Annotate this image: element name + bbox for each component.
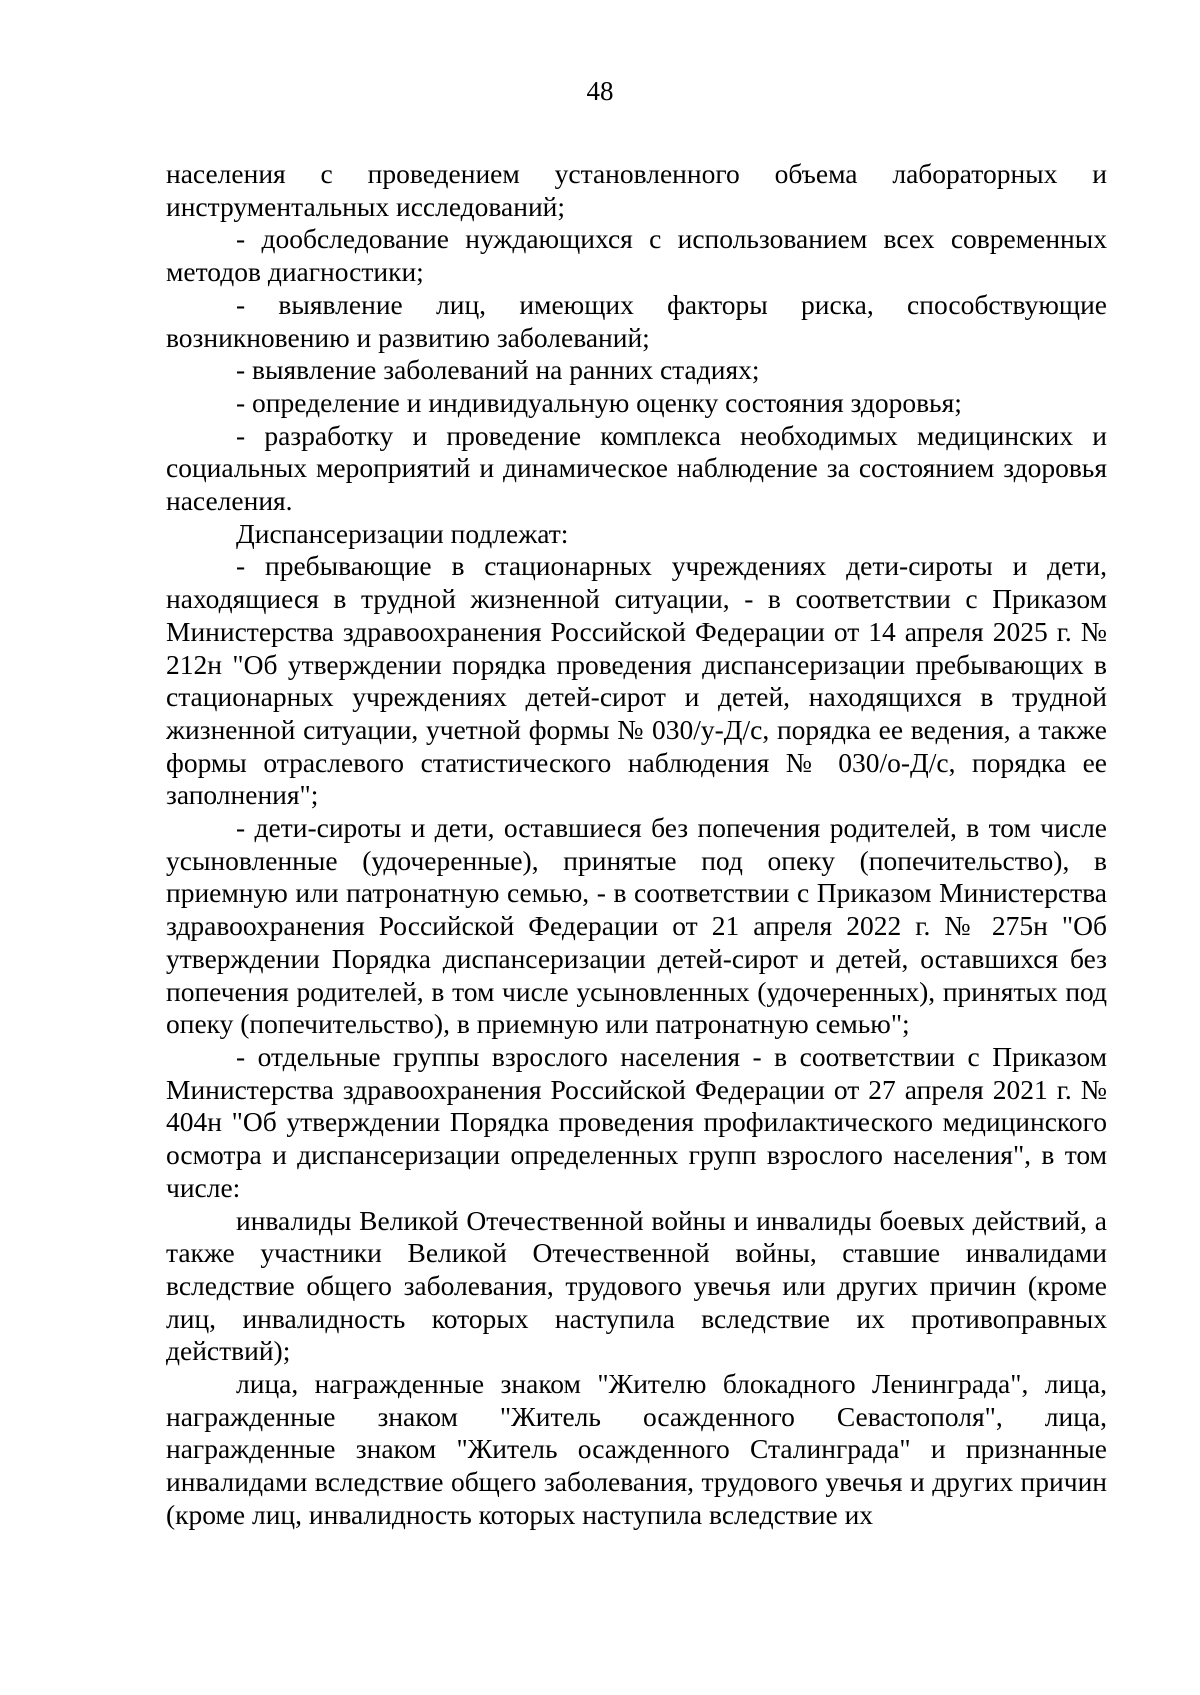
paragraph-subject-heading: Диспансеризации подлежат:: [236, 517, 569, 549]
paragraph-health-assessment: - определение и индивидуальную оценку состояния здоровья;: [236, 386, 962, 418]
document-body: [166, 158, 1107, 1532]
paragraph-continuation: населения с проведением установленного объема лабораторных и инструментальных исследований;: [166, 158, 1107, 222]
paragraph-orphans-without-care: - дети-сироты и дети, оставшиеся без попечения родителей, в том числе усыновленные (удочеренные), принятые под опеку (попечительство), в приемную или патронатную семью, - в соответствии с Приказом Министерства здравоохранения Российской Федерации от 21 апреля 2022 г. № 275н "Об утверждении Порядка диспансеризации детей-сирот и детей, оставшихся без попечения родителей, в том числе усыновленных (удочеренных), принятых под опеку (попечительство), в приемную или патронатную семью";: [166, 812, 1107, 1040]
paragraph-early-detection: - выявление заболеваний на ранних стадиях;: [236, 354, 760, 386]
paragraph-war-invalids: инвалиды Великой Отечественной войны и инвалиды боевых действий, а также участники Великой Отечественной войны, ставшие инвалидами вследствие общего заболевания, трудового увечья или других причин (кроме лиц, инвалидность которых наступила вследствие их противоправных действий);: [166, 1204, 1107, 1367]
paragraph-adult-groups: - отдельные группы взрослого населения - в соответствии с Приказом Министерства здравоохранения Российской Федерации от 27 апреля 2021 г. № 404н "Об утверждении Порядка проведения профилактического медицинского осмотра и диспансеризации определенных групп взрослого населения", в том числе:: [166, 1040, 1107, 1203]
paragraph-measures-development: - разработку и проведение комплекса необходимых медицинских и социальных мероприятий и динамическое наблюдение за состоянием здоровья населения.: [166, 419, 1107, 517]
paragraph-risk-factors: - выявление лиц, имеющих факторы риска, способствующие возникновению и развитию заболеваний;: [166, 288, 1107, 353]
paragraph-siege-residents: лица, награжденные знаком "Жителю блокадного Ленинграда", лица, награжденные знаком "Житель осажденного Севастополя", лица, награжденные знаком "Житель осажденного Сталинграда" и признанные инвалидами вследствие общего заболевания, трудового увечья и других причин (кроме лиц, инвалидность которых наступила вследствие их: [166, 1368, 1107, 1530]
paragraph-additional-examination: - дообследование нуждающихся с использованием всех современных методов диагностики;: [166, 223, 1107, 288]
page-number: 48: [586, 76, 614, 106]
paragraph-orphans-institutions: - пребывающие в стационарных учреждениях дети-сироты и дети, находящиеся в трудной жизненной ситуации, - в соответствии с Приказом Министерства здравоохранения Российской Федерации от 14 апреля 2025 г. № 212н "Об утверждении порядка проведения диспансеризации пребывающих в стационарных учреждениях детей-сирот и детей, находящихся в трудной жизненной ситуации, учетной формы № 030/у-Д/с, порядка ее ведения, а также формы отраслевого статистического наблюдения № 030/о-Д/с, порядка ее заполнения";: [166, 550, 1107, 811]
